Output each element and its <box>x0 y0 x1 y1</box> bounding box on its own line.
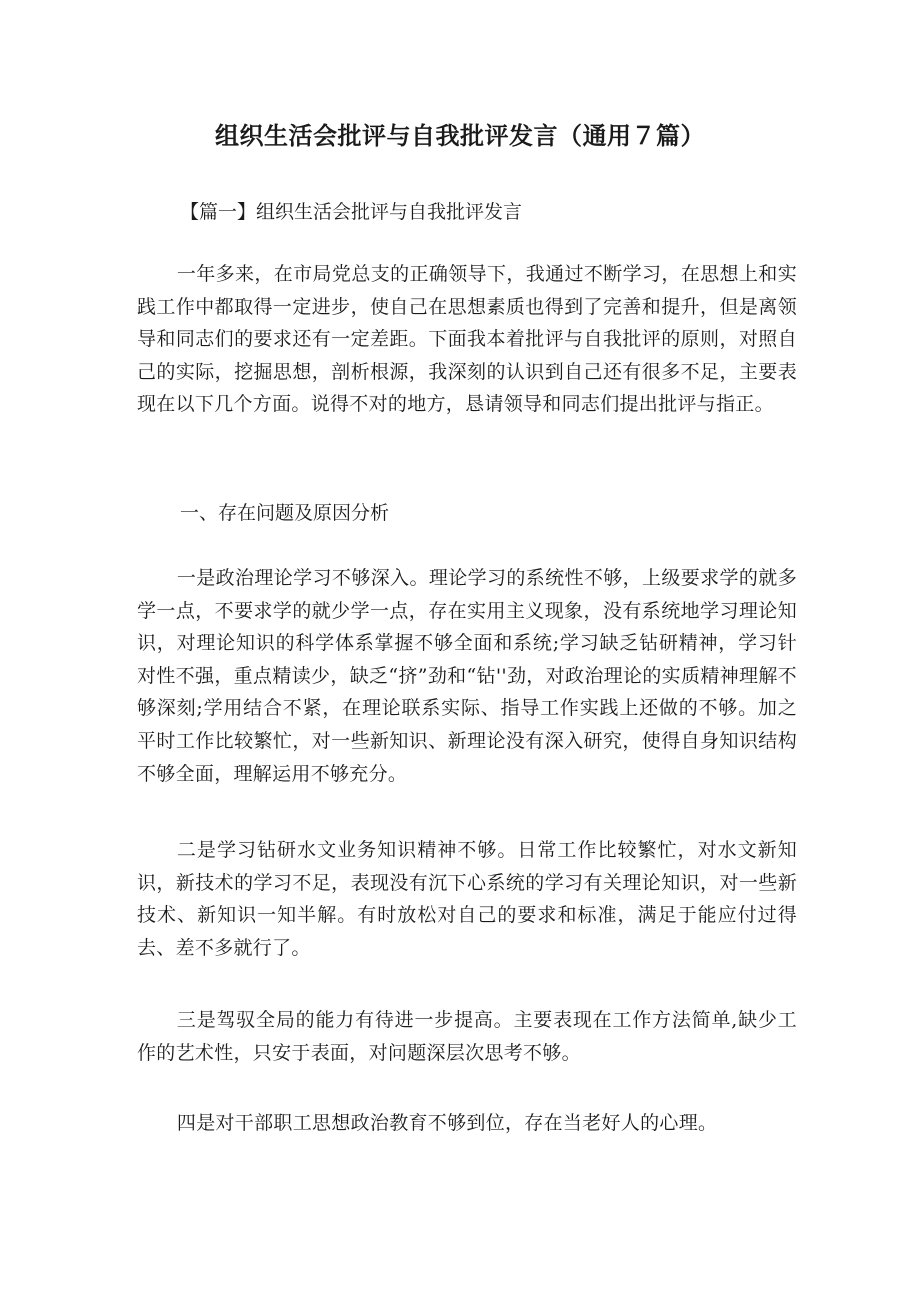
document-title: 组织生活会批评与自我批评发言（通用７篇） <box>215 122 705 150</box>
paragraph-point-1: 一是政治理论学习不够深入。理论学习的系统性不够，上级要求学的就多学一点，不要求学的就少学一点，存在实用主义现象，没有系统地学习理论知识，对理论知识的科学体系掌握不够全面和系统;学习缺乏钻研精神，学习针对性不强，重点精读少，缺乏“挤”劲和“钻''劲，对政治理论的实质精神理解不够深刻;学用结合不紧，在理论联系实际、指导工作实践上还做的不够。加之平时工作比较繁忙，对一些新知识、新理论没有深入研究，使得自身知识结构不够全面，理解运用不够充分。 <box>137 567 797 785</box>
paragraph-point-2: 二是学习钻研水文业务知识精神不够。日常工作比较繁忙，对水文新知识，新技术的学习不足，表现没有沉下心系统的学习有关理论知识，对一些新技术、新知识一知半解。有时放松对自己的要求和标准，满足于能应付过得去、差不多就行了。 <box>137 839 797 959</box>
paragraph-intro: 一年多来，在市局党总支的正确领导下，我通过不断学习，在思想上和实践工作中都取得一定进步，使自己在思想素质也得到了完善和提升，但是离领导和同志们的要求还有一定差距。下面我本着批评与自我批评的原则，对照自己的实际，挖掘思想，剖析根源，我深刻的认识到自己还有很多不足，主要表现在以下几个方面。说得不对的地方，恳请领导和同志们提出批评与指正。 <box>137 263 797 416</box>
subheading-problems: 一、存在问题及原因分析 <box>180 502 390 524</box>
paragraph-point-4: 四是对干部职工思想政治教育不够到位，存在当老好人的心理。 <box>176 1112 718 1134</box>
paragraph-point-3: 三是驾驭全局的能力有待进一步提高。主要表现在工作方法简单,缺少工作的艺术性，只安于表面，对问题深层次思考不够。 <box>137 1009 797 1064</box>
section-heading: 【篇一】组织生活会批评与自我批评发言 <box>180 201 523 223</box>
